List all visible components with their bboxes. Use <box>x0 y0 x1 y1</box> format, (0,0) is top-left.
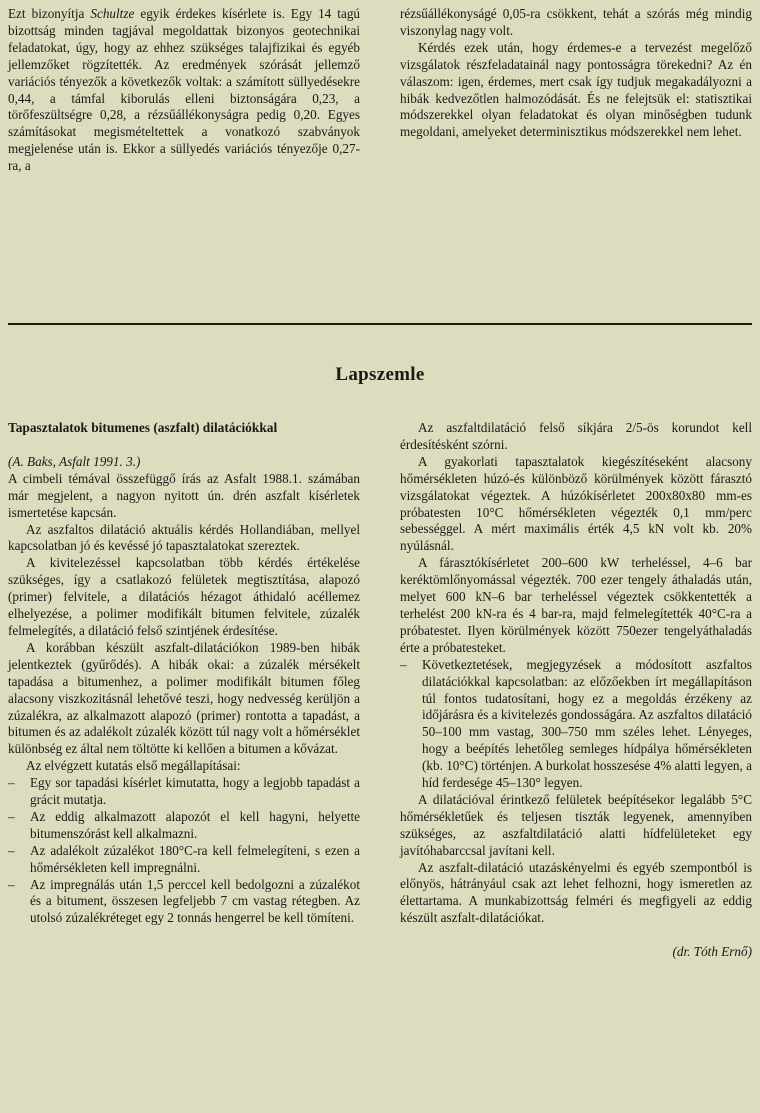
section-title: Lapszemle <box>335 364 425 385</box>
top-right-paragraph-2: Kérdés ezek után, hogy érdemes-e a tervezést megelőző vizsgálatok részfeladatainál nagy pontosságra törekedni? Az én válaszom: igen, érdemes, mert csak így tudjuk megakadályozni a hibák kedvezőtlen halmozódását. És ne felejtsük el: statisztikai módszerekkel olyan feladatokat és olyan minőségben tudunk megoldani, amelyeket determinisztikus módszerekkel nem lehet. <box>400 39 752 140</box>
findings-list-item-text: Az adalékolt zúzalékot 180°C-ra kell felmelegíteni, s ezen a hőmérsékleten kell impregnálni. <box>30 842 360 875</box>
article-paragraph: A dilatációval érintkező felületek beépítésekor legalább 5°C hőmérsékletűek és teljesen tiszták legyenek, amennyiben szükséges, az aszfaltdilatáció alatti hídfelületeket egy javítóhabarccsal javítani kell. <box>400 791 752 858</box>
article-paragraph: A fárasztókísérletet 200–600 kW terheléssel, 4–6 bar keréktömlőnyomással végezték. 700 ezer tengely áthaladás után, melyet 600 kN–6 bar terheléssel végeztek csökkentették a terhelést 200 kN-ra és 4 bar-ra, majd felmelegítették 40°C-ra a próbatestet. Ilyen körülmények között 750ezer tengelyáthaladás érte a próbatesteket. <box>400 555 752 655</box>
article-paragraph: Az aszfaltos dilatáció aktuális kérdés Hollandiában, mellyel kapcsolatban jó és kevéssé jó tapasztalatokat szereztek. <box>8 521 360 554</box>
top-left-paragraph <box>8 6 360 175</box>
findings-list-item-text: Egy sor tapadási kísérlet kimutatta, hogy a legjobb tapadást a grácit mutatja. <box>30 775 360 808</box>
article-left-column <box>8 420 360 927</box>
top-left-text-a: Ezt bizonyítja <box>8 6 91 21</box>
article-signature: (dr. Tóth Ernő) <box>672 944 752 960</box>
findings-list-item: – Egy sor tapadási kísérlet kimutatta, hogy a legjobb tapadást a grácit mutatja. <box>8 775 360 808</box>
top-left-text-c: egyik érdekes kísérlete is. Egy 14 tagú bizottság minden tagjával megoldattak bizonyos geotechnikai feladatokat, úgy, hogy az ehhez szükséges talajfizikai és egyéb jellemzőket rögzítették. Az eredmények szórását jellemző variációs tényezők a következők voltak: a számított süllyedésekre 0,44, a támfal kiborulás elleni biztonságára 0,23, a törőfeszültségre 0,28, a rézsűállékonyságra pedig 0,20. Egyes számításokat megismételtettek a vonatkozó szabványok megjelenése után is. Ekkor a süllyedés variációs tényezője 0,27-ra, a <box>8 6 361 174</box>
findings-list-item: – Az adalékolt zúzalékot 180°C-ra kell felmelegíteni, s ezen a hőmérsékleten kell impregnálni. <box>8 842 360 875</box>
findings-list-item: – Az impregnálás után 1,5 perccel kell bedolgozni a zúzalékot és a bitument, összesen legfeljebb 7 cm vastag rétegben. Az utolsó zúzalékréteget egy 2 tonnás hengerrel be kell tömíteni. <box>8 876 360 926</box>
conclusions-list-item: – Következtetések, megjegyzések a módosított aszfaltos dilatációkkal kapcsolatban: az előzőekben írt megállapításon túl fontos tudatosítani, hogy ez a megoldás érzékeny az időjárásra és a kivitelezés gondosságára. Az aszfaltos dilatáció 50–100 mm vastag, 300–750 mm széles lehet. Lényeges, hogy a beépítés lehetőleg semleges hídpálya hőmérsékleten (kb. 10°C) történjen. A burkolat hosszesése 4% alatti legyen, a híd ferdesége 45–130° legyen. <box>400 656 752 791</box>
article-title: Tapasztalatok bitumenes (aszfalt) dilatációkkal <box>8 420 278 435</box>
article-paragraph: A kivitelezéssel kapcsolatban több kérdés értékelése szükséges, így a csatlakozó felületek megtisztítása, alapozó (primer) felvitele, a dilatációs hézagot áthidaló acéllemez elhelyezése, a polimer modifikált bitumen felvitele, zúzalék felmelegítés, a dilatáció felső szintjének érdesítése. <box>8 555 360 638</box>
findings-list-item-text: Az impregnálás után 1,5 perccel kell bedolgozni a zúzalékot és a bitument, összesen legfeljebb 7 cm vastag rétegben. Az utolsó zúzalékréteget egy 2 tonnás hengerrel be kell tömíteni. <box>30 876 360 926</box>
article-paragraph: Az aszfalt-dilatáció utazáskényelmi és egyéb szempontból is előnyös, hátrányául csak azt lehet felhozni, hogy ismeretlen az élettartama. A munkabizottság felméri és megfigyeli az eddig készült aszfalt-dilatációkat. <box>400 859 752 926</box>
top-left-column <box>8 6 360 175</box>
findings-list-item-text: Az eddig alkalmazott alapozót el kell hagyni, helyette bitumenszórást kell alkalmazni. <box>30 808 360 841</box>
top-right-column <box>400 6 752 141</box>
author-name-schultze: Schultze <box>90 6 135 21</box>
article-paragraph: A korábban készült aszfalt-dilatációkon 1989-ben hibák jelentkeztek (gyűrődés). A hibák okai: a zúzalék mérsékelt tapadása a bitumenhez, a polimer modifikált bitumen főleg alacsony viszkozitásnál lehetővé teszi, hogy nedvesség kerüljön a zúzalékra, az alkalmazott alapozó (primer) rontotta a tapadást, a bitumen és az adalékolt zúzalék között túl nagy volt a hőmérséklet különbség ez által nem töltötte ki kellően a bitumen a kővázat. <box>8 639 360 757</box>
article-right-column <box>400 420 752 961</box>
conclusions-list-item-text: Következtetések, megjegyzések a módosított aszfaltos dilatációkkal kapcsolatban: az előzőekben írt megállapításon túl fontos tudatosítani, hogy ez a megoldás érzékeny az időjárásra és a kivitelezés gondosságára. Az aszfaltos dilatáció 50–100 mm vastag, 300–750 mm széles lehet. Lényeges, hogy a beépítés lehetőleg semleges hídpálya hőmérsékleten (kb. 10°C) történjen. A burkolat hosszesése 4% alatti legyen, a híd ferdesége 45–130° legyen. <box>422 656 752 791</box>
article-paragraph: Az elvégzett kutatás első megállapításai: <box>26 758 241 774</box>
findings-list-item: – Az eddig alkalmazott alapozót el kell hagyni, helyette bitumenszórást kell alkalmazni. <box>8 808 360 841</box>
article-paragraph: A gyakorlati tapasztalatok kiegészítéseként alacsony hőmérsékleten húzó-és különböző körülmények között fárasztó vizsgálatokat végeztek. A húzókísérletet 200x80x80 mm-es próbatesten 10°C hőmérsékleten végezték 0,1 mm/perc sebességgel. A mért maximális érték 4,5 kN volt kb. 20% nyúlásnál. <box>400 453 752 554</box>
article-paragraph: A cimbeli témával összefüggő írás az Asfalt 1988.1. számában már megjelent, a nagyon nyitott ún. drén aszfalt kísérletek ismertetése kapcsán. <box>8 470 360 520</box>
top-right-paragraph-1: rézsűállékonyságé 0,05-ra csökkent, tehát a szórás még mindig viszonylag nagy volt. <box>400 6 752 38</box>
section-divider <box>8 323 752 325</box>
article-byline: (A. Baks, Asfalt 1991. 3.) <box>8 453 141 469</box>
article-paragraph: Az aszfaltdilatáció felső síkjára 2/5-ös korundot kell érdesítésként szórni. <box>400 420 752 452</box>
